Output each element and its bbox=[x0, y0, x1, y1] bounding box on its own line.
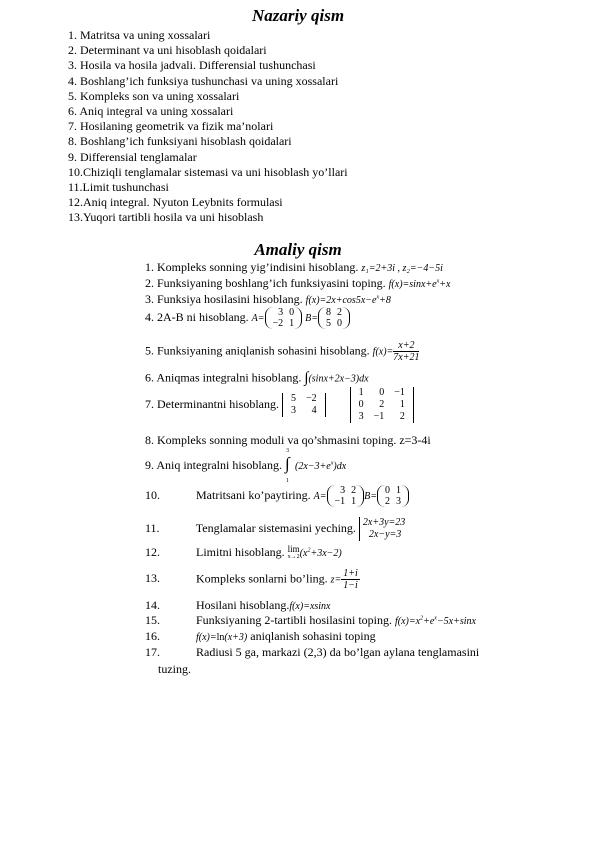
matrix-b-label: B= bbox=[364, 490, 378, 502]
cell: 2 bbox=[399, 411, 405, 422]
problem-14 bbox=[145, 598, 331, 613]
matrix-b-label: B= bbox=[305, 312, 319, 324]
matrix-b bbox=[318, 307, 350, 329]
problem-text: 9. Aniq integralni hisoblang. bbox=[145, 457, 282, 472]
cell: 0 bbox=[337, 318, 343, 329]
cell: 1 bbox=[289, 318, 295, 329]
equation: 2x+3y=23 bbox=[362, 517, 406, 528]
cell: 4 bbox=[311, 405, 317, 416]
list-item: 11.Limit tushunchasi bbox=[68, 180, 169, 195]
cell: 1 bbox=[396, 485, 402, 496]
list-item: 3. Hosila va hosila jadvali. Differensial tushunchasi bbox=[68, 58, 316, 73]
problem-7 bbox=[145, 387, 414, 423]
list-item: 1. Matritsa va uning xossalari bbox=[68, 28, 211, 42]
problem-17-continuation: tuzing. bbox=[158, 662, 191, 676]
denominator: 7x+21 bbox=[393, 352, 420, 363]
matrix-b bbox=[377, 485, 409, 507]
list-item: 7. Hosilaning geometrik va fizik ma’nolari bbox=[68, 119, 274, 134]
determinant-3x3 bbox=[350, 387, 414, 423]
problem-15 bbox=[145, 613, 476, 628]
theory-list bbox=[68, 28, 348, 226]
denominator: 1−i bbox=[343, 580, 358, 591]
equation: 2x−y=3 bbox=[368, 529, 402, 540]
definite-integral-icon bbox=[285, 450, 295, 482]
problem-6 bbox=[145, 370, 369, 387]
problem-8 bbox=[145, 433, 431, 448]
problem-formula: f(x)=xsinx bbox=[289, 601, 331, 612]
cell: 0 bbox=[358, 399, 364, 410]
problem-formula: $(x^2+3x-2)$ bbox=[299, 547, 342, 559]
cell: 8 bbox=[326, 307, 332, 318]
numerator: x+2 bbox=[393, 340, 419, 352]
cell: 3 bbox=[290, 405, 296, 416]
cell: −1 bbox=[334, 496, 346, 507]
cell: 5 bbox=[326, 318, 332, 329]
fraction bbox=[341, 568, 360, 591]
problem-17 bbox=[145, 645, 479, 660]
problem-5 bbox=[145, 340, 419, 363]
cell: 1 bbox=[351, 496, 357, 507]
cell: 2 bbox=[385, 496, 391, 507]
list-item: 8. Boshlang’ich funksiyani hisoblash qoidalari bbox=[68, 134, 292, 149]
problem-number: 15. bbox=[145, 613, 160, 627]
problem-number: 11. bbox=[145, 520, 160, 535]
cell: 5 bbox=[290, 393, 296, 404]
problem-text: 5. Funksiyaning aniqlanish sohasini hisoblang. bbox=[145, 343, 370, 358]
problem-number: 13. bbox=[145, 571, 160, 586]
cell: 0 bbox=[289, 307, 295, 318]
list-item: 4. Boshlang’ich funksiya tushunchasi va uning xossalari bbox=[68, 73, 339, 88]
problem-text: Tenglamalar sistemasini yeching. bbox=[195, 520, 356, 535]
cell: −2 bbox=[272, 318, 284, 329]
matrix-a bbox=[265, 307, 303, 329]
cell: 1 bbox=[399, 399, 405, 410]
list-item: 5. Kompleks son va uning xossalari bbox=[68, 88, 240, 103]
theory-title: Nazariy qism bbox=[251, 6, 345, 25]
integral-sign-icon: ∫ bbox=[304, 370, 309, 386]
problem-text: Kompleks sonlarni bo’ling. bbox=[196, 571, 328, 586]
variable-label: z= bbox=[330, 574, 342, 586]
problem-number: 17. bbox=[145, 645, 160, 659]
problem-text: Matritsani ko’paytiring. bbox=[196, 487, 311, 502]
cell: 0 bbox=[379, 387, 385, 398]
list-item: 13.Yuqori tartibli hosila va uni hisoblash bbox=[68, 210, 264, 225]
problem-number: 10. bbox=[145, 487, 160, 502]
problem-text: Funksiyaning 2-tartibli hosilasini toping. bbox=[196, 613, 392, 627]
problem-formula: $f(x)=2x+\cos 5x-e^x+8$ bbox=[305, 294, 391, 306]
problem-formula: $f(x)=x^2+e^x-5x+\sin x$ bbox=[395, 615, 476, 627]
cell: 3 bbox=[340, 485, 346, 496]
problem-10 bbox=[145, 485, 409, 507]
list-item: 6. Aniq integral va uning xossalari bbox=[68, 104, 234, 119]
cell: 3 bbox=[278, 307, 284, 318]
problem-number: 16. bbox=[145, 629, 160, 643]
problem-text: 2. Funksiyaning boshlang’ich funksiyasini toping. bbox=[145, 276, 386, 290]
problem-text: 4. 2A-B ni hisoblang. bbox=[145, 309, 249, 324]
list-item: 12.Aniq integral. Nyuton Leybnits formulasi bbox=[68, 195, 283, 210]
problem-1 bbox=[145, 260, 443, 275]
practice-title: Amaliy qism bbox=[254, 240, 342, 259]
problem-text: 7. Determinantni hisoblang. bbox=[145, 396, 279, 411]
cell: 3 bbox=[358, 411, 364, 422]
problem-text: Limitni hisoblang. bbox=[196, 545, 285, 559]
problem-text: 1. Kompleks sonning yig’indisini hisoblang. bbox=[145, 260, 359, 274]
cell: −1 bbox=[373, 411, 385, 422]
problem-formula: $(2x-3+e^x)dx$ bbox=[295, 460, 347, 472]
list-item: 10.Chiziqli tenglamalar sistemasi va uni hisoblash yo’llari bbox=[68, 164, 348, 179]
cell: 0 bbox=[385, 485, 391, 496]
problem-2 bbox=[145, 276, 450, 291]
numerator: 1+i bbox=[343, 568, 358, 579]
cell: 3 bbox=[396, 496, 402, 507]
problem-text: aniqlanish sohasini toping bbox=[250, 629, 376, 643]
problem-4 bbox=[145, 307, 350, 329]
problem-13 bbox=[145, 568, 360, 591]
list-item: 9. Differensial tenglamalar bbox=[68, 149, 197, 164]
problem-text: 3. Funksiya hosilasini hisoblang. bbox=[145, 292, 303, 306]
problem-text: 6. Aniqmas integralni hisoblang. bbox=[145, 370, 302, 385]
problem-formula: $f(x)=\sin x+e^x+x$ bbox=[388, 278, 451, 290]
cell: 2 bbox=[337, 307, 343, 318]
matrix-a-label: A= bbox=[313, 490, 327, 502]
list-item: 2. Determinant va uni hisoblash qoidalari bbox=[68, 43, 267, 58]
problem-number: 14. bbox=[145, 598, 160, 612]
problem-12 bbox=[145, 545, 342, 561]
problem-formula: f(x)=ln(x+3) bbox=[196, 632, 248, 643]
determinant-2x2 bbox=[282, 393, 326, 417]
cell: −1 bbox=[394, 387, 405, 398]
upper-limit: 3 bbox=[286, 448, 289, 454]
matrix-a bbox=[327, 485, 365, 507]
cell: 2 bbox=[351, 485, 357, 496]
cell: 1 bbox=[358, 387, 364, 398]
lower-limit: 1 bbox=[286, 478, 289, 484]
problem-text: 8. Kompleks sonning moduli va qo’shmasini toping. z=3-4i bbox=[145, 433, 431, 447]
matrix-a-label: A= bbox=[251, 312, 265, 324]
fraction bbox=[393, 340, 419, 363]
problem-text: Hosilani hisoblang. bbox=[196, 598, 290, 612]
problem-3 bbox=[145, 292, 391, 307]
problem-16 bbox=[145, 629, 376, 644]
integral-sign: ∫ bbox=[285, 454, 290, 473]
problem-number: 12. bbox=[145, 545, 160, 559]
cell: −2 bbox=[305, 393, 317, 404]
problem-formula: (sinx+2x−3)dx bbox=[308, 373, 369, 385]
problem-formula: z₁=2+3i , z₂=−4−5i bbox=[361, 263, 443, 274]
problem-11 bbox=[145, 517, 405, 541]
problem-text: Radiusi 5 ga, markazi (2,3) da bo’lgan aylana tenglamasini bbox=[196, 645, 480, 659]
cell: 2 bbox=[379, 399, 385, 410]
function-label: f(x)= bbox=[372, 346, 394, 358]
limit-operator: lim x→2 bbox=[287, 544, 300, 561]
equation-system bbox=[359, 517, 405, 541]
problem-9 bbox=[145, 450, 346, 482]
